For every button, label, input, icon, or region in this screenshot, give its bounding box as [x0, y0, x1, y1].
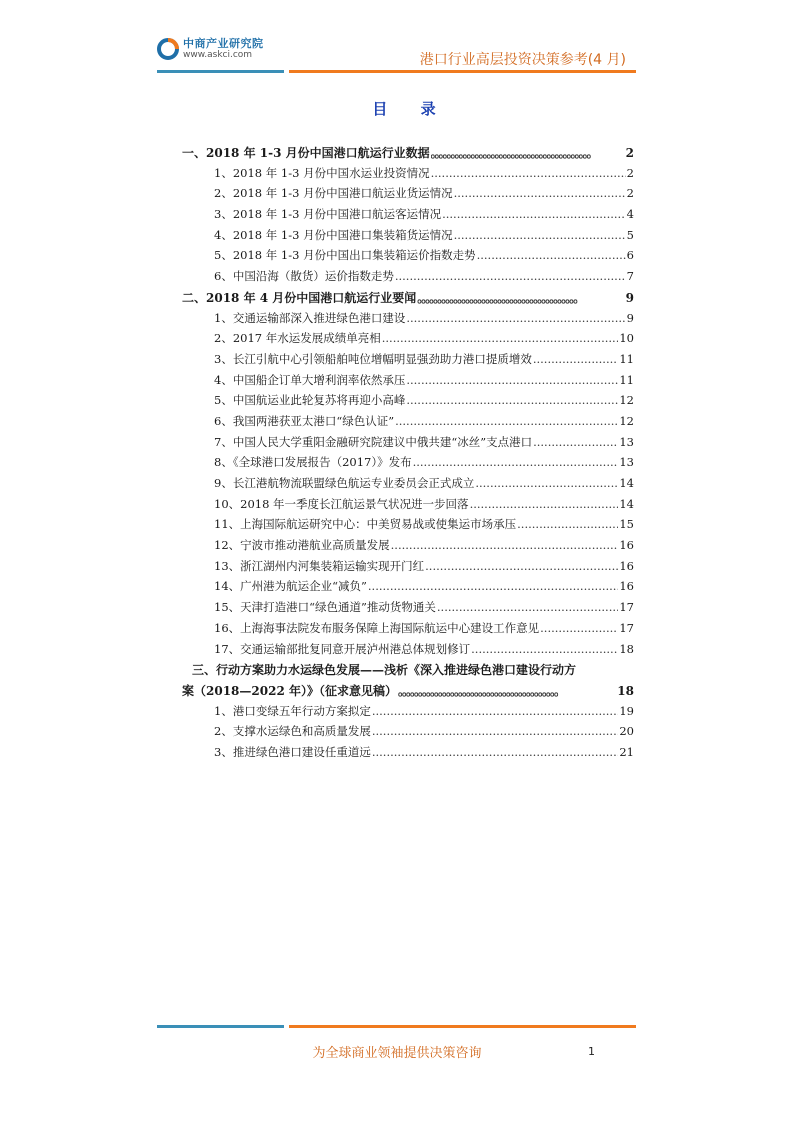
logo-url: www.askci.com [183, 50, 253, 60]
toc-item[interactable]: 7、中国人民大学重阳金融研究院建议中俄共建“冰丝”支点港口 ..... 13 [182, 434, 634, 455]
toc-item[interactable]: 17、交通运输部批复同意开展泸州港总体规划修订 ..... 18 [182, 641, 634, 662]
table-of-contents [182, 144, 634, 765]
toc-item[interactable]: 4、中国船企订单大增利润率依然承压 ..... 11 [182, 372, 634, 393]
company-logo [157, 38, 264, 60]
toc-item[interactable]: 2、支撑水运绿色和高质量发展 ..... 20 [182, 723, 634, 744]
toc-section-2[interactable]: 二、2018 年 4 月份中国港口航运行业要闻 。。。。。。。。。。。。。。。。。。。。。。。。。。。。。。。。。。。。。。。。 9 [182, 289, 634, 310]
toc-section-1[interactable]: 一、2018 年 1-3 月份中国港口航运行业数据 。。。。。。。。。。。。。。。。。。。。。。。。。。。。。。。。。。。。。。。。 2 [182, 144, 634, 165]
footer-rule-orange [289, 1025, 636, 1028]
toc-item[interactable]: 1、港口变绿五年行动方案拟定 ..... 19 [182, 703, 634, 724]
toc-item[interactable]: 15、天津打造港口“绿色通道”推动货物通关 ..... 17 [182, 599, 634, 620]
toc-item[interactable]: 5、2018 年 1-3 月份中国出口集装箱运价指数走势 ..... 6 [182, 247, 634, 268]
toc-section-3-line1[interactable]: 三、行动方案助力水运绿色发展——浅析《深入推进绿色港口建设行动方 [192, 663, 577, 678]
toc-item[interactable]: 13、浙江湖州内河集装箱运输实现开门红 ..... 16 [182, 558, 634, 579]
toc-item[interactable]: 5、中国航运业此轮复苏将再迎小高峰 ..... 12 [182, 392, 634, 413]
footer-slogan: 为全球商业领袖提供决策咨询 [312, 1046, 482, 1061]
footer-rule-blue [157, 1025, 284, 1028]
toc-title: 目 录 [372, 100, 450, 118]
toc-item[interactable]: 14、广州港为航运企业“减负” ..... 16 [182, 578, 634, 599]
report-title: 港口行业高层投资决策参考(4 月) [419, 52, 626, 68]
toc-item[interactable]: 3、推进绿色港口建设任重道远 ..... 21 [182, 744, 634, 765]
toc-item[interactable]: 6、我国两港获亚太港口“绿色认证” ..... 12 [182, 413, 634, 434]
header-rule-blue [157, 70, 284, 73]
toc-item[interactable]: 2、2018 年 1-3 月份中国港口航运业货运情况 ..... 2 [182, 185, 634, 206]
toc-section-3[interactable]: 案（2018—2022 年）》（征求意见稿） 。。。。。。。。。。。。。。。。。。。。。。。。。。。。。。。。。。。。。。。。 18 [182, 682, 634, 703]
toc-item[interactable]: 3、长江引航中心引领船舶吨位增幅明显强劲助力港口提质增效 ..... 11 [182, 351, 634, 372]
toc-item[interactable]: 8、《全球港口发展报告（2017）》发布 ..... 13 [182, 454, 634, 475]
toc-item[interactable]: 2、2017 年水运发展成绩单亮相 ..... 10 [182, 330, 634, 351]
toc-item[interactable]: 3、2018 年 1-3 月份中国港口航运客运情况 ..... 4 [182, 206, 634, 227]
toc-item[interactable]: 6、中国沿海（散货）运价指数走势 ..... 7 [182, 268, 634, 289]
toc-item[interactable]: 1、2018 年 1-3 月份中国水运业投资情况 ..... 2 [182, 165, 634, 186]
page-number: 1 [588, 1045, 595, 1058]
toc-item[interactable]: 10、2018 年一季度长江航运景气状况进一步回落 ..... 14 [182, 496, 634, 517]
toc-item[interactable]: 4、2018 年 1-3 月份中国港口集装箱货运情况 ..... 5 [182, 227, 634, 248]
logo-name: 中商产业研究院 [183, 37, 264, 50]
toc-item[interactable]: 16、上海海事法院发布服务保障上海国际航运中心建设工作意见 ..... 17 [182, 620, 634, 641]
toc-item[interactable]: 11、上海国际航运研究中心：中美贸易战或使集运市场承压 ..... 15 [182, 516, 634, 537]
toc-item[interactable]: 1、交通运输部深入推进绿色港口建设 ..... 9 [182, 310, 634, 331]
toc-item[interactable]: 9、长江港航物流联盟绿色航运专业委员会正式成立 ..... 14 [182, 475, 634, 496]
logo-icon [157, 38, 179, 60]
header-rule-orange [289, 70, 636, 73]
toc-item[interactable]: 12、宁波市推动港航业高质量发展 ..... 16 [182, 537, 634, 558]
